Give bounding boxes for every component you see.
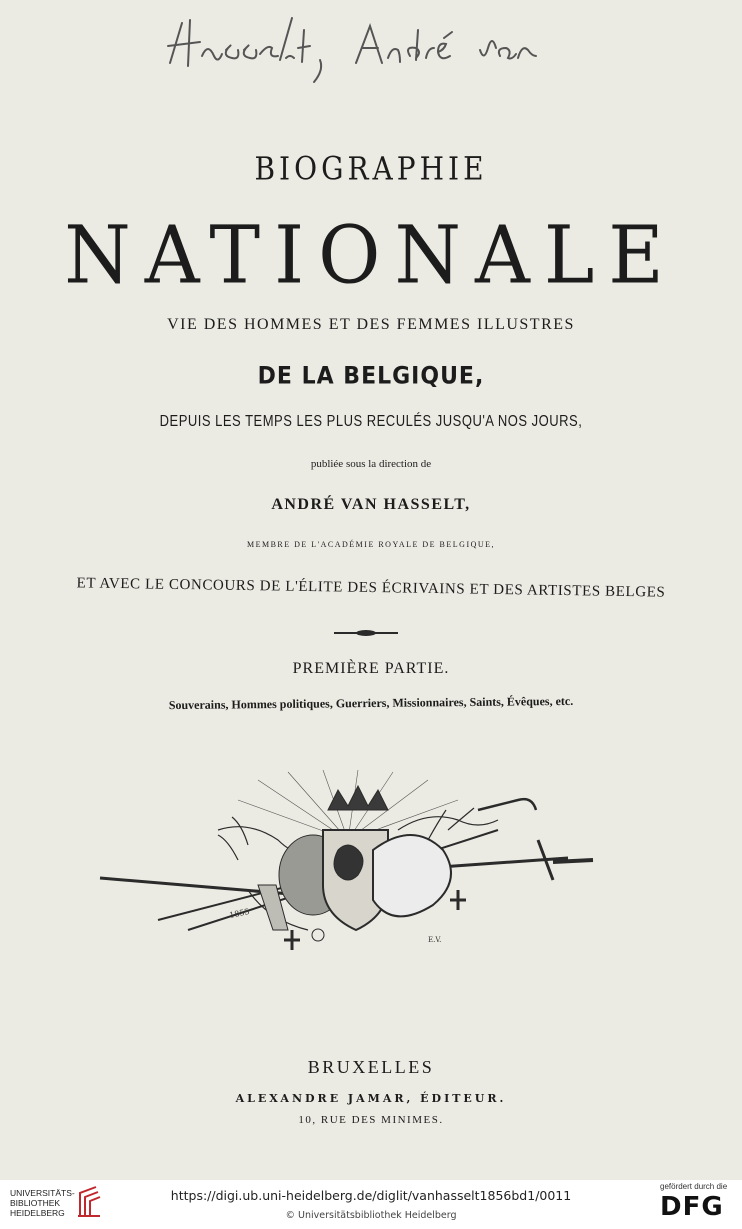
imprint-publisher: ALEXANDRE JAMAR, ÉDITEUR.	[235, 1092, 507, 1105]
imprint-address: 10, RUE DES MINIMES.	[298, 1114, 444, 1126]
signature-drawing	[160, 8, 580, 88]
viewer-footer	[0, 1180, 742, 1229]
heraldic-trophy-illustration	[98, 770, 598, 960]
subtitle-belgium: DE LA BELGIQUE,	[257, 362, 485, 391]
ornamental-rule	[334, 632, 398, 634]
dfg-logo[interactable]: DFG	[660, 1192, 724, 1222]
vignette-drawing	[98, 770, 598, 960]
part-label: PREMIÈRE PARTIE.	[292, 660, 450, 677]
contributors-line: ET AVEC LE CONCOURS DE L'ÉLITE DES ÉCRIVAINS ET DES ARTISTES BELGES	[76, 575, 666, 601]
part-subjects: Souverains, Hommes politiques, Guerriers, Missionnaires, Saints, Évêques, etc.	[168, 693, 574, 713]
subtitle-lives: VIE DES HOMMES ET DES FEMMES ILLUSTRES	[167, 316, 575, 333]
library-name-line-3: HEIDELBERG	[10, 1208, 65, 1218]
imprint-city: BRUXELLES	[307, 1057, 435, 1077]
permalink-url[interactable]: https://digi.ub.uni-heidelberg.de/diglit/vanhasselt1856bd1/0011	[170, 1188, 572, 1203]
svg-text:1855: 1855	[228, 906, 251, 920]
editor-name: ANDRÉ VAN HASSELT,	[271, 496, 471, 513]
vignette-signature: E.V.	[428, 936, 442, 944]
subtitle-period: DEPUIS LES TEMPS LES PLUS RECULÉS JUSQU'A NOS JOURS,	[159, 411, 583, 430]
title-nationale: NATIONALE	[64, 207, 678, 302]
title-biographie: BIOGRAPHIE	[254, 149, 488, 188]
library-name-line-2: BIBLIOTHEK	[10, 1198, 61, 1208]
editor-role: MEMBRE DE L'ACADÉMIE ROYALE DE BELGIQUE,	[246, 540, 496, 549]
handwritten-signature	[160, 8, 580, 88]
library-name-line-1: UNIVERSITÄTS-	[10, 1188, 75, 1198]
funding-note: gefördert durch die	[660, 1182, 728, 1191]
published-under: publiée sous la direction de	[310, 458, 432, 470]
copyright-notice: © Universitätsbibliothek Heidelberg	[285, 1210, 457, 1221]
